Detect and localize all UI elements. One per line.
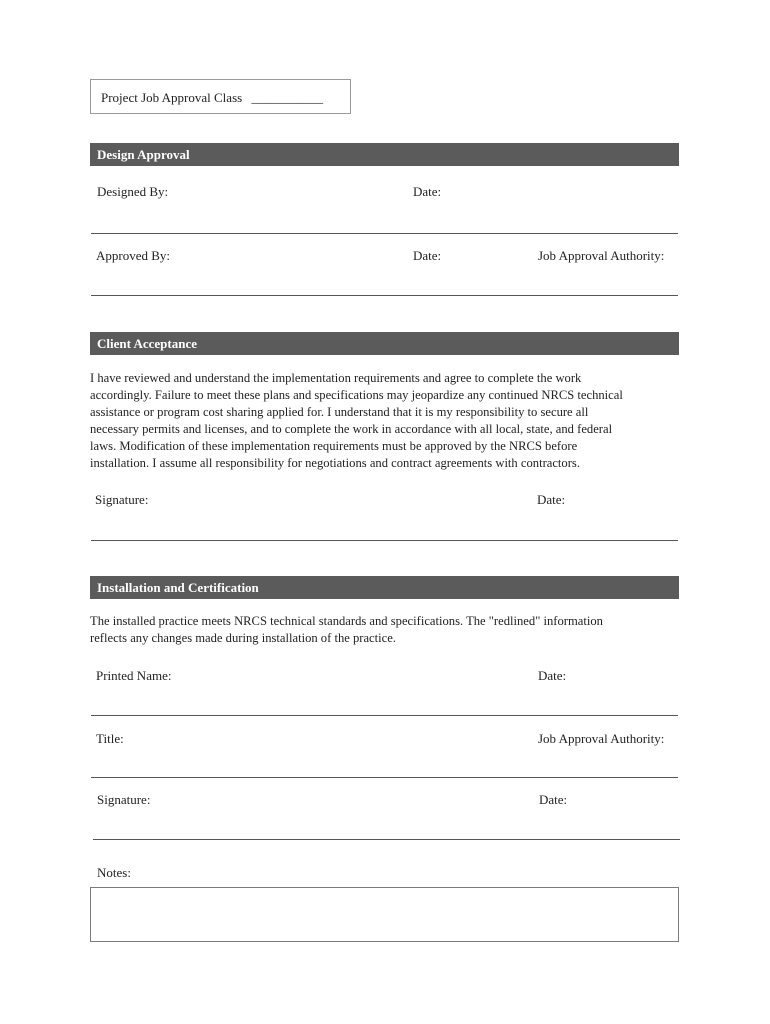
client-acceptance-text: [90, 370, 685, 472]
approved-date-label: Date:: [413, 248, 442, 263]
client-text-line: I have reviewed and understand the implementation requirements and agree to complete the work: [90, 371, 582, 385]
title-line[interactable]: [91, 777, 678, 778]
installation-signature-date-label: Date:: [539, 792, 568, 807]
title-label: Title:: [96, 731, 124, 746]
client-text-line: accordingly. Failure to meet these plans and specifications may jeopardize any continued NRCS technical: [90, 388, 623, 402]
design-approval-heading: Design Approval: [90, 143, 679, 166]
printed-name-label: Printed Name:: [96, 668, 172, 683]
client-acceptance-heading: Client Acceptance: [90, 332, 679, 355]
printed-date-label: Date:: [538, 668, 567, 683]
notes-box[interactable]: [90, 887, 679, 942]
installation-signature-line[interactable]: [93, 839, 680, 840]
installation-signature-label: Signature:: [97, 792, 151, 807]
installation-heading: Installation and Certification: [90, 576, 679, 599]
client-text-line: laws. Modification of these implementation requirements must be approved by the NRCS before: [90, 439, 578, 453]
designed-date-label: Date:: [413, 184, 442, 199]
installation-text-line: reflects any changes made during installation of the practice.: [90, 631, 396, 645]
client-signature-label: Signature:: [95, 492, 149, 507]
notes-label: Notes:: [97, 865, 131, 880]
client-signature-line[interactable]: [91, 540, 678, 541]
design-authority-label: Job Approval Authority:: [538, 248, 665, 263]
approved-by-line[interactable]: [91, 295, 678, 296]
printed-name-line[interactable]: [91, 715, 678, 716]
project-class-label: Project Job Approval Class: [101, 90, 243, 105]
installation-text: [90, 613, 685, 647]
project-class-blank[interactable]: ___________: [251, 90, 323, 105]
client-text-line: necessary permits and licenses, and to complete the work in accordance with all local, state, and federal: [90, 422, 613, 436]
approved-by-label: Approved By:: [96, 248, 171, 263]
installation-text-line: The installed practice meets NRCS technical standards and specifications. The "redlined" information: [90, 614, 603, 628]
designed-by-line[interactable]: [91, 233, 678, 234]
client-text-line: installation. I assume all responsibility for negotiations and contract agreements with contractors.: [90, 456, 580, 470]
client-text-line: assistance or program cost sharing applied for. I understand that it is my responsibility to secure all: [90, 405, 589, 419]
project-class-box[interactable]: [90, 79, 351, 114]
designed-by-label: Designed By:: [97, 184, 169, 199]
installation-authority-label: Job Approval Authority:: [538, 731, 665, 746]
client-date-label: Date:: [537, 492, 566, 507]
